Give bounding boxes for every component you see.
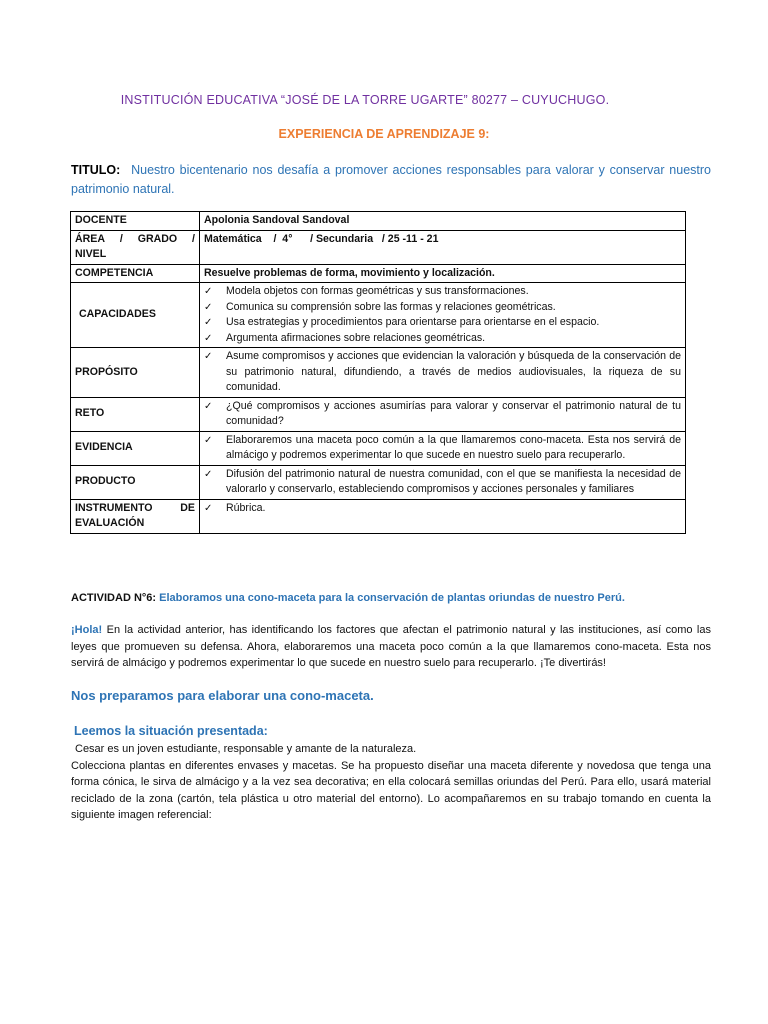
instrumento-cell (200, 499, 686, 533)
experience-heading: EXPERIENCIA DE APRENDIZAJE 9: (278, 127, 490, 141)
reto-label: RETO (71, 397, 200, 431)
list-item (204, 284, 681, 300)
area-label-part: / (192, 232, 195, 245)
activity-label: ACTIVIDAD N°6: (71, 592, 157, 604)
title-block (71, 161, 711, 199)
check-icon: ✓ (204, 400, 213, 412)
area-label-line (75, 232, 195, 248)
check-icon: ✓ (204, 351, 213, 362)
proposito-text: Asume compromisos y acciones que evidencian la valoración y búsqueda de la conservación de su patrimonio natural, difundiendo, a través de medios audiovisuales, la riqueza de su comunidad. (226, 350, 681, 393)
area-label-part: NIVEL (75, 248, 107, 260)
activity-title: Elaboramos una cono-maceta para la conservación de plantas oriundas de nuestro Perú. (159, 592, 625, 604)
instrumento-label-line (75, 501, 195, 517)
area-label (71, 230, 200, 264)
situation-line-1: Cesar es un joven estudiante, responsable y amante de la naturaleza. (75, 743, 417, 755)
capacidad-text: Modela objetos con formas geométricas y sus transformaciones. (226, 285, 529, 297)
producto-label: PRODUCTO (71, 465, 200, 499)
docente-value: Apolonia Sandoval Sandoval (200, 212, 686, 231)
docente-label: DOCENTE (71, 212, 200, 231)
table-row-proposito (71, 348, 686, 398)
capacidad-text: Argumenta afirmaciones sobre relaciones geométricas. (226, 331, 486, 344)
instrumento-label-part: EVALUACIÓN (75, 517, 145, 529)
list-item (204, 399, 681, 430)
area-label-part: ÁREA (75, 232, 106, 245)
evidencia-label: EVIDENCIA (71, 431, 200, 465)
instrumento-label-part: INSTRUMENTO (75, 501, 153, 514)
read-heading: Leemos la situación presentada: (74, 724, 268, 738)
table-row-evidencia (71, 431, 686, 465)
instrumento-text: Rúbrica. (226, 501, 266, 514)
competencia-value: Resuelve problemas de forma, movimiento y localización. (200, 264, 686, 283)
check-icon: ✓ (204, 286, 213, 297)
area-label-part: / (119, 232, 123, 245)
check-icon: ✓ (204, 502, 213, 514)
planning-table (70, 211, 686, 534)
proposito-cell (200, 348, 686, 398)
capacidad-text: Usa estrategias y procedimientos para orientarse para orientarse en el espacio. (226, 316, 600, 328)
producto-cell (200, 465, 686, 499)
table-row-instrumento (71, 499, 686, 533)
check-icon: ✓ (204, 301, 213, 313)
capacidad-text: Comunica su comprensión sobre las formas y relaciones geométricas. (226, 300, 556, 313)
situation-line-2: Colecciona plantas en diferentes envases y macetas. Se ha propuesto diseñar una maceta diferente y novedosa que tenga una forma cónica, le sirva de almácigo y a la vez sea decorativa; en ella colocará semillas oriundas del Perú. Para ello, usará material reciclado de la zona (cartón, tela plástica u otro material del entorno). Lo acompañaremos en su trabajo tomando en cuenta la siguiente imagen referencial: (71, 759, 711, 821)
list-item (204, 300, 681, 316)
evidencia-text: Elaboraremos una maceta poco común a la que llamaremos cono-maceta. Esta nos servirá de almácigo y podremos experimentar lo que sucede en nuestro suelo para recuperarlo. (226, 433, 681, 461)
title-label: TITULO: (71, 163, 121, 177)
instrumento-label-part: DE (180, 501, 195, 514)
list-item (204, 315, 681, 331)
proposito-label: PROPÓSITO (71, 348, 200, 398)
list-item (204, 433, 681, 464)
capacidades-list (200, 283, 686, 348)
table-row-competencia (71, 264, 686, 283)
title-text: Nuestro bicentenario nos desafía a promover acciones responsables para valorar y conservar nuestro patrimonio natural. (71, 163, 711, 196)
capacidades-label: CAPACIDADES (71, 283, 200, 348)
check-icon: ✓ (204, 332, 213, 344)
table-row-capacidades (71, 283, 686, 348)
table-row-area (71, 230, 686, 264)
check-icon: ✓ (204, 434, 213, 446)
check-icon: ✓ (204, 468, 213, 480)
evidencia-cell (200, 431, 686, 465)
list-item (204, 349, 681, 396)
situation-paragraph (71, 741, 711, 824)
hola-greeting: ¡Hola! (71, 624, 103, 636)
competencia-label: COMPETENCIA (71, 264, 200, 283)
intro-paragraph (71, 622, 711, 672)
intro-text: En la actividad anterior, has identificando los factores que afectan el patrimonio natural y las instituciones, así como las leyes que promueven su defensa. Ahora, elaboraremos una maceta poco común a la que llamaremos cono-maceta. Esta nos servirá de almácigo y podremos experimentar lo que sucede en nuestro suelo para recuperarlo. ¡Te divertirás! (71, 624, 711, 669)
producto-text: Difusión del patrimonio natural de nuestra comunidad, con el que se manifiesta la necesidad de valorarlo y conservarlo, estableciendo compromisos y acciones personales y familiares (226, 467, 681, 495)
table-row-producto (71, 465, 686, 499)
table-row-docente (71, 212, 686, 231)
area-value: Matemática / 4° / Secundaria / 25 -11 - 21 (200, 230, 686, 264)
list-item (204, 501, 681, 517)
reto-text: ¿Qué compromisos y acciones asumirías para valorar y conservar el patrimonio natural de tu comunidad? (226, 399, 681, 427)
table-row-reto (71, 397, 686, 431)
area-label-part: GRADO (137, 232, 178, 245)
instrumento-label (71, 499, 200, 533)
check-icon: ✓ (204, 317, 213, 328)
prepare-heading: Nos preparamos para elaborar una cono-maceta. (71, 688, 374, 703)
list-item (204, 331, 681, 347)
list-item (204, 467, 681, 498)
reto-cell (200, 397, 686, 431)
institution-heading: INSTITUCIÓN EDUCATIVA “JOSÉ DE LA TORRE UGARTE” 80277 – CUYUCHUGO. (120, 93, 610, 107)
activity-heading (71, 592, 711, 604)
